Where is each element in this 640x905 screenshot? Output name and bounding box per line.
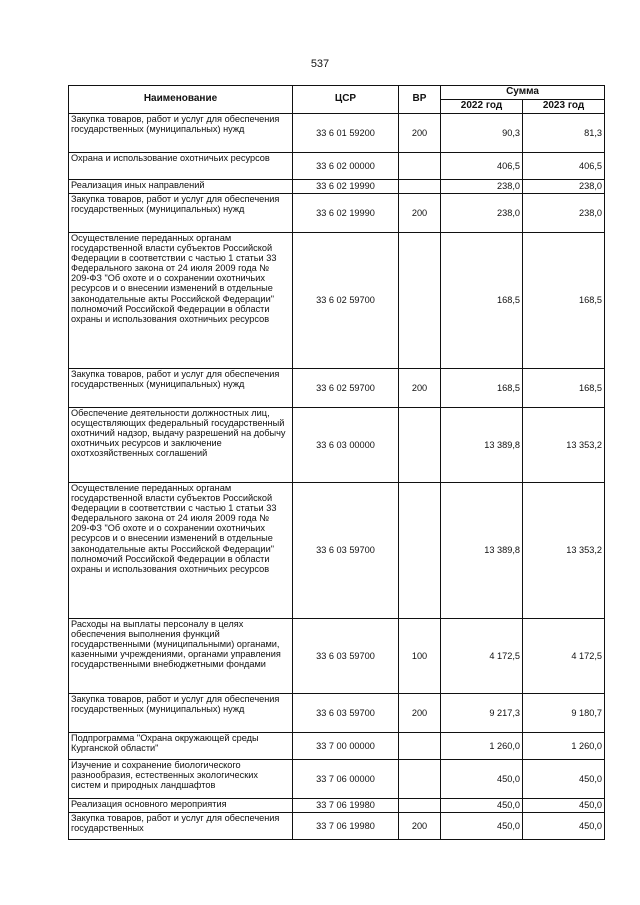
table-row	[69, 799, 605, 813]
table-row	[69, 408, 605, 483]
row-name-cell: Реализация иных направлений	[69, 180, 293, 194]
table-row	[69, 733, 605, 760]
row-amount-2023-cell: 13 353,2	[523, 483, 605, 619]
row-vr-cell	[399, 760, 441, 799]
page-number: 537	[310, 58, 330, 70]
row-vr-cell: 200	[399, 194, 441, 233]
row-amount-2022-cell: 9 217,3	[441, 694, 523, 733]
row-amount-2023-cell: 13 353,2	[523, 408, 605, 483]
row-amount-2022-cell: 168,5	[441, 369, 523, 408]
row-vr-cell	[399, 153, 441, 180]
table-row	[69, 194, 605, 233]
row-vr-cell	[399, 733, 441, 760]
row-name-cell: Закупка товаров, работ и услуг для обеспечения государственных (муниципальных) нужд	[69, 114, 293, 153]
row-amount-2022-cell: 450,0	[441, 799, 523, 813]
row-amount-2023-cell: 238,0	[523, 180, 605, 194]
row-amount-2022-cell: 238,0	[441, 180, 523, 194]
header-year-2023: 2023 год	[523, 100, 605, 114]
row-csr-cell: 33 6 02 19990	[293, 194, 399, 233]
table-body	[69, 114, 605, 840]
budget-table	[68, 85, 605, 840]
row-name-cell: Изучение и сохранение биологического разнообразия, естественных экологических систем и природных ландшафтов	[69, 760, 293, 799]
row-csr-cell: 33 6 02 59700	[293, 233, 399, 369]
row-amount-2023-cell: 4 172,5	[523, 619, 605, 694]
row-name-cell: Закупка товаров, работ и услуг для обеспечения государственных (муниципальных) нужд	[69, 194, 293, 233]
row-csr-cell: 33 6 03 59700	[293, 619, 399, 694]
table-row	[69, 369, 605, 408]
table-row	[69, 619, 605, 694]
row-amount-2022-cell: 1 260,0	[441, 733, 523, 760]
row-name-cell: Закупка товаров, работ и услуг для обеспечения государственных	[69, 813, 293, 840]
table-row	[69, 760, 605, 799]
table-row	[69, 180, 605, 194]
row-vr-cell: 200	[399, 369, 441, 408]
row-name-cell: Осуществление переданных органам государственной власти субъектов Российской Федерации в соответствии с частью 1 статьи 33 Федерального закона от 24 июля 2009 года № 209-ФЗ "Об охоте и о сохранении охотничьих ресурсов и о внесении изменений в отдельные законодательные акты Российской Федерации" полномочий Российской Федерации в области охраны и использования охотничьих ресурсов	[69, 483, 293, 619]
row-csr-cell: 33 6 03 00000	[293, 408, 399, 483]
row-name-cell: Подпрограмма "Охрана окружающей среды Курганской области"	[69, 733, 293, 760]
row-vr-cell	[399, 180, 441, 194]
row-amount-2022-cell: 406,5	[441, 153, 523, 180]
row-csr-cell: 33 7 06 00000	[293, 760, 399, 799]
row-vr-cell	[399, 799, 441, 813]
row-amount-2022-cell: 450,0	[441, 760, 523, 799]
row-name-cell: Закупка товаров, работ и услуг для обеспечения государственных (муниципальных) нужд	[69, 369, 293, 408]
row-name-cell: Расходы на выплаты персоналу в целях обеспечения выполнения функций государственными (муниципальными) органами, казенными учреждениями, органами управления государственными внебюджетными фондами	[69, 619, 293, 694]
row-vr-cell: 200	[399, 813, 441, 840]
row-amount-2023-cell: 81,3	[523, 114, 605, 153]
row-csr-cell: 33 6 02 19990	[293, 180, 399, 194]
table-row	[69, 114, 605, 153]
row-csr-cell: 33 6 02 59700	[293, 369, 399, 408]
row-amount-2023-cell: 9 180,7	[523, 694, 605, 733]
row-name-cell: Охрана и использование охотничьих ресурсов	[69, 153, 293, 180]
header-sum: Сумма	[441, 86, 605, 100]
row-name-cell: Реализация основного мероприятия	[69, 799, 293, 813]
row-amount-2023-cell: 1 260,0	[523, 733, 605, 760]
row-vr-cell: 200	[399, 694, 441, 733]
row-amount-2023-cell: 168,5	[523, 233, 605, 369]
row-amount-2022-cell: 168,5	[441, 233, 523, 369]
row-vr-cell: 100	[399, 619, 441, 694]
row-amount-2022-cell: 13 389,8	[441, 483, 523, 619]
header-vr: ВР	[399, 86, 441, 114]
row-vr-cell	[399, 408, 441, 483]
table-header	[69, 86, 605, 114]
table-row	[69, 694, 605, 733]
table-row	[69, 233, 605, 369]
row-amount-2022-cell: 450,0	[441, 813, 523, 840]
row-csr-cell: 33 6 02 00000	[293, 153, 399, 180]
table-row	[69, 153, 605, 180]
row-amount-2023-cell: 238,0	[523, 194, 605, 233]
table-row	[69, 483, 605, 619]
row-amount-2022-cell: 4 172,5	[441, 619, 523, 694]
row-vr-cell	[399, 233, 441, 369]
table-row	[69, 813, 605, 840]
row-amount-2023-cell: 406,5	[523, 153, 605, 180]
row-amount-2023-cell: 450,0	[523, 799, 605, 813]
row-csr-cell: 33 7 06 19980	[293, 813, 399, 840]
row-vr-cell: 200	[399, 114, 441, 153]
row-csr-cell: 33 7 00 00000	[293, 733, 399, 760]
header-name: Наименование	[69, 86, 293, 114]
row-amount-2023-cell: 450,0	[523, 813, 605, 840]
header-year-2022: 2022 год	[441, 100, 523, 114]
row-amount-2023-cell: 450,0	[523, 760, 605, 799]
row-csr-cell: 33 6 03 59700	[293, 694, 399, 733]
row-amount-2023-cell: 168,5	[523, 369, 605, 408]
row-amount-2022-cell: 238,0	[441, 194, 523, 233]
row-amount-2022-cell: 90,3	[441, 114, 523, 153]
row-vr-cell	[399, 483, 441, 619]
row-name-cell: Обеспечение деятельности должностных лиц, осуществляющих федеральный государственный охотничий надзор, выдачу разрешений на добычу охотничьих ресурсов и заключение охотхозяйственных соглашений	[69, 408, 293, 483]
row-amount-2022-cell: 13 389,8	[441, 408, 523, 483]
row-name-cell: Закупка товаров, работ и услуг для обеспечения государственных (муниципальных) нужд	[69, 694, 293, 733]
row-csr-cell: 33 7 06 19980	[293, 799, 399, 813]
header-csr: ЦСР	[293, 86, 399, 114]
row-csr-cell: 33 6 01 59200	[293, 114, 399, 153]
row-csr-cell: 33 6 03 59700	[293, 483, 399, 619]
row-name-cell: Осуществление переданных органам государственной власти субъектов Российской Федерации в соответствии с частью 1 статьи 33 Федерального закона от 24 июля 2009 года № 209-ФЗ "Об охоте и о сохранении охотничьих ресурсов и о внесении изменений в отдельные законодательные акты Российской Федерации" полномочий Российской Федерации в области охраны и использования охотничьих ресурсов	[69, 233, 293, 369]
